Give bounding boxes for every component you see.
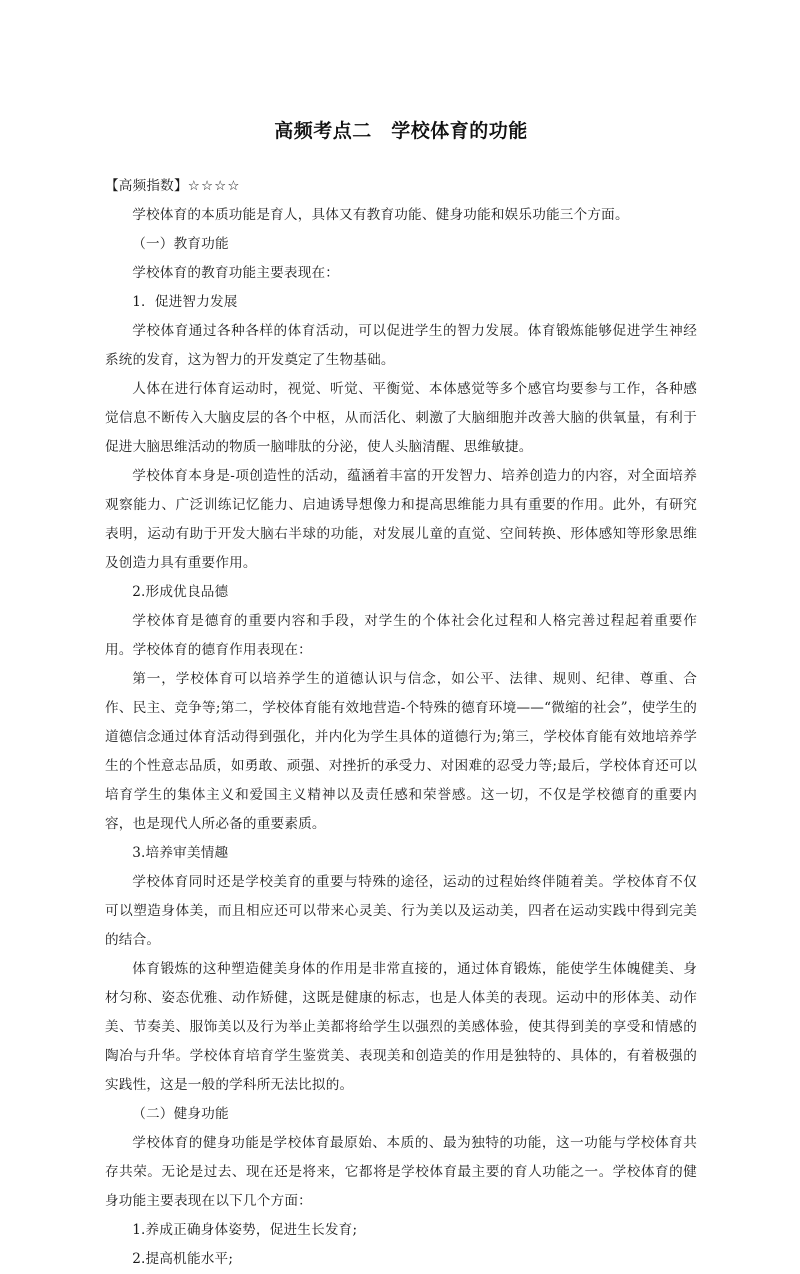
subheading-intelligence: 1．促进智力发展 xyxy=(132,294,238,310)
paragraph: 学校体育本身是-项创造性的活动，蕴涵着丰富的开发智力、培养创造力的内容，对全面培养观察能力、广泛训练记忆能力、启迪诱导想像力和提高思维能力具有重要的作用。此外，有研究表明，运动有助于开发大脑右半球的功能，对发展儿童的直觉、空间转换、形体感知等形象思维及创造力具有重要作用。 xyxy=(105,468,697,571)
list-item: 2.提高机能水平; xyxy=(132,1251,234,1267)
list-item: 1.养成正确身体姿势，促进生长发育; xyxy=(132,1222,358,1238)
subheading-aesthetic: 3.培养审美情趣 xyxy=(132,845,229,861)
section-heading-education: （一）教育功能 xyxy=(132,236,229,252)
paragraph: 学校体育的教育功能主要表现在： xyxy=(132,265,340,281)
intro-paragraph: 学校体育的本质功能是育人，具体又有教育功能、健身功能和娱乐功能三个方面。 xyxy=(132,207,629,223)
paragraph: 学校体育同时还是学校美育的重要与特殊的途径，运动的过程始终伴随着美。学校体育不仅可以塑造身体美，而且相应还可以带来心灵美、行为美以及运动美，四者在运动实践中得到完美的结合。 xyxy=(105,874,697,948)
paragraph: 学校体育通过各种各样的体育活动，可以促进学生的智力发展。体育锻炼能够促进学生神经系统的发育，这为智力的开发奠定了生物基础。 xyxy=(105,323,697,368)
section-heading-fitness: （二）健身功能 xyxy=(132,1106,229,1122)
paragraph: 学校体育是德育的重要内容和手段，对学生的个体社会化过程和人格完善过程起着重要作用。学校体育的德育作用表现在： xyxy=(105,613,697,658)
paragraph: 体育锻炼的这种塑造健美身体的作用是非常直接的，通过体育锻炼，能使学生体魄健美、身材匀称、姿态优雅、动作矫健，这既是健康的标志，也是人体美的表现。运动中的形体美、动作美、节奏美、服饰美以及行为举止美都将给学生以强烈的美感体验，使其得到美的享受和情感的陶冶与升华。学校体育培育学生鉴赏美、表现美和创造美的作用是独特的、具体的，有着极强的实践性，这是一般的学科所无法比拟的。 xyxy=(105,961,697,1093)
paragraph: 第一，学校体育可以培养学生的道德认识与信念，如公平、法律、规则、纪律、尊重、合作、民主、竞争等;第二，学校体育能有效地营造-个特殊的德育环境——“微缩的社会”，使学生的道德信念通过体育活动得到强化，并内化为学生具体的道德行为;第三，学校体育能有效地培养学生的个性意志品质，如勇敢、顽强、对挫折的承受力、对困难的忍受力等;最后，学校体育还可以培育学生的集体主义和爱国主义精神以及责任感和荣誉感。这一切，不仅是学校德育的重要内容，也是现代人所必备的重要素质。 xyxy=(105,671,697,832)
paragraph: 人体在进行体育运动时，视觉、听觉、平衡觉、本体感觉等多个感官均要参与工作，各种感觉信息不断传入大脑皮层的各个中枢，从而活化、刺激了大脑细胞并改善大脑的供氧量，有利于促进大脑思维活动的物质一脑啡肽的分泌，使人头脑清醒、思维敏捷。 xyxy=(105,381,697,455)
frequency-index xyxy=(105,172,697,201)
star-rating: ☆☆☆☆ xyxy=(187,178,241,194)
paragraph: 学校体育的健身功能是学校体育最原始、本质的、最为独特的功能，这一功能与学校体育共存共荣。无论是过去、现在还是将来，它都将是学校体育最主要的育人功能之一。学校体育的健身功能主要表现在以下几个方面： xyxy=(105,1135,697,1209)
frequency-label: 【高频指数】 xyxy=(105,178,188,194)
subheading-moral: 2.形成优良品德 xyxy=(132,584,229,600)
page-title: 高频考点二 学校体育的功能 xyxy=(274,120,528,142)
